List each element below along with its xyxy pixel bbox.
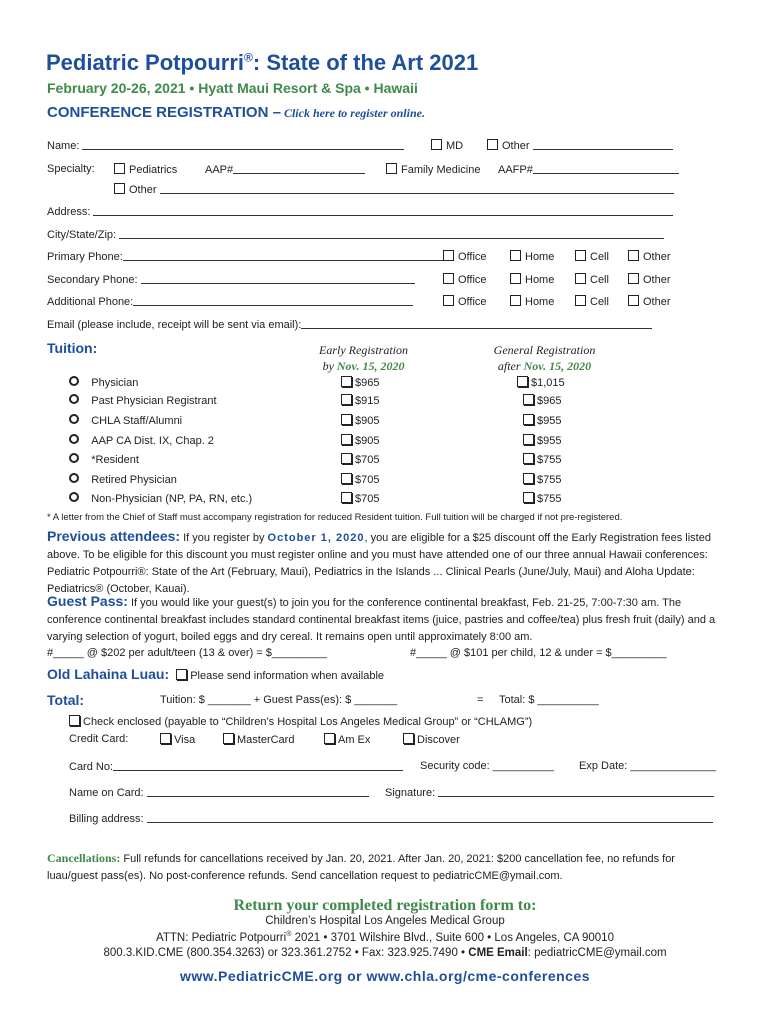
secondary-other-checkbox[interactable]: Other xyxy=(628,273,671,286)
grand-total-line[interactable]: Total: $ __________ xyxy=(499,694,599,706)
luau-section: Old Lahaina Luau: Please send information when available xyxy=(47,666,385,682)
early-price-checkbox[interactable]: $705 xyxy=(341,492,379,505)
primary-office-checkbox[interactable]: Office xyxy=(443,250,487,263)
signature-field[interactable]: Signature: xyxy=(385,786,714,799)
return-phone: 800.3.KID.CME (800.354.3263) or 323.361.2752 • Fax: 323.925.7490 • CME Email: pediatricCME@ymail.com xyxy=(103,947,667,959)
degree-other-field[interactable] xyxy=(533,139,673,150)
secondary-office-checkbox[interactable]: Office xyxy=(443,273,487,286)
specialty-other-checkbox[interactable]: Other xyxy=(114,183,674,196)
amex-checkbox[interactable]: Am Ex xyxy=(324,733,370,746)
previous-attendees-section: Previous attendees: If you register by October 1, 2020, you are eligible for a $25 discount off the Early Registration fees listed above. To be eligible for this discount you must register online and you must have attended one of our three annual Hawaii conferences: Pediatric Potpourri®: State of the Art (February, Maui), Pediatrics in the Islands ... Clinical Pearls (June/July, Maui) and Aloha Update: Pediatrics® (October, Kauai). xyxy=(47,528,711,595)
name-field[interactable] xyxy=(82,139,404,150)
equals-sign: = xyxy=(477,694,484,706)
early-registration-header: Early Registration by Nov. 15, 2020 xyxy=(319,343,408,373)
secondary-home-checkbox[interactable]: Home xyxy=(510,273,554,286)
primary-home-checkbox[interactable]: Home xyxy=(510,250,554,263)
general-price-checkbox[interactable]: $755 xyxy=(523,492,561,505)
page-title: Pediatric Potpourri®: State of the Art 2021 xyxy=(46,50,479,75)
general-price-checkbox[interactable]: $965 xyxy=(523,394,561,407)
return-heading: Return your completed registration form to: xyxy=(233,897,537,914)
aafp-field[interactable]: AAFP# xyxy=(498,163,679,176)
security-code-field[interactable]: Security code: __________ xyxy=(420,760,554,772)
websites-link[interactable]: www.PediatricCME.org or www.chla.org/cme-conferences xyxy=(179,968,591,984)
early-price-checkbox[interactable]: $965 xyxy=(341,376,379,389)
primary-cell-checkbox[interactable]: Cell xyxy=(575,250,609,263)
early-price-checkbox[interactable]: $705 xyxy=(341,473,379,486)
additional-home-checkbox[interactable]: Home xyxy=(510,295,554,308)
general-price-checkbox[interactable]: $955 xyxy=(523,434,561,447)
aap-field[interactable]: AAP# xyxy=(205,163,365,176)
total-heading: Total: xyxy=(47,692,85,708)
tuition-row[interactable]: Non-Physician (NP, PA, RN, etc.) xyxy=(69,492,252,505)
secondary-cell-checkbox[interactable]: Cell xyxy=(575,273,609,286)
register-online-link[interactable]: Click here to register online. xyxy=(283,106,425,120)
card-number-field[interactable]: Card No: xyxy=(69,760,403,773)
credit-card-label: Credit Card: xyxy=(69,733,129,745)
early-price-checkbox[interactable]: $905 xyxy=(341,434,379,447)
city-row[interactable]: City/State/Zip: xyxy=(47,228,664,241)
tuition-row[interactable]: Physician xyxy=(69,376,138,389)
guest-adult-line[interactable]: #_____ @ $202 per adult/teen (13 & over) = $_________ xyxy=(47,647,327,659)
tuition-row[interactable]: CHLA Staff/Alumni xyxy=(69,414,182,427)
name-row: Name: xyxy=(47,139,404,152)
billing-address-field[interactable]: Billing address: xyxy=(69,812,713,825)
degree-other-checkbox[interactable]: Other xyxy=(487,139,673,152)
general-price-checkbox[interactable]: $755 xyxy=(523,453,561,466)
cancellations-section: Cancellations: Full refunds for cancellations received by Jan. 20, 2021. After Jan. 20, 2021: $200 cancellation fee, no refunds for luau/guest pass(es). No post-conference refunds. Send cancellation request to pediatricCME@ymail.com. xyxy=(47,851,675,882)
tuition-heading: Tuition: xyxy=(47,340,98,356)
check-enclosed-checkbox[interactable]: Check enclosed (payable to “Children’s Hospital Los Angeles Medical Group” or “CHLAMG”) xyxy=(69,715,532,728)
general-price-checkbox[interactable]: $755 xyxy=(523,473,561,486)
discover-checkbox[interactable]: Discover xyxy=(403,733,460,746)
additional-office-checkbox[interactable]: Office xyxy=(443,295,487,308)
additional-cell-checkbox[interactable]: Cell xyxy=(575,295,609,308)
general-price-checkbox[interactable]: $1,015 xyxy=(517,376,565,389)
luau-info-checkbox[interactable] xyxy=(176,669,187,680)
return-org: Children’s Hospital Los Angeles Medical Group xyxy=(265,915,505,927)
md-checkbox[interactable]: MD xyxy=(431,139,463,152)
general-price-checkbox[interactable]: $955 xyxy=(523,414,561,427)
pediatrics-checkbox[interactable]: Pediatrics xyxy=(114,163,177,176)
family-medicine-checkbox[interactable]: Family Medicine xyxy=(386,163,480,176)
registration-heading: CONFERENCE REGISTRATION – Click here to register online. xyxy=(47,104,425,121)
return-address: ATTN: Pediatric Potpourri® 2021 • 3701 Wilshire Blvd., Suite 600 • Los Angeles, CA 90010 xyxy=(156,931,614,944)
early-price-checkbox[interactable]: $705 xyxy=(341,453,379,466)
tuition-total-line[interactable]: Tuition: $ _______ + Guest Pass(es): $ _______ xyxy=(160,694,398,706)
name-on-card-field[interactable]: Name on Card: xyxy=(69,786,369,799)
tuition-row[interactable]: Past Physician Registrant xyxy=(69,394,217,407)
cme-email-link[interactable]: : pediatricCME@ymail.com xyxy=(527,947,667,959)
guest-child-line[interactable]: #_____ @ $101 per child, 12 & under = $_________ xyxy=(410,647,667,659)
early-price-checkbox[interactable]: $905 xyxy=(341,414,379,427)
mastercard-checkbox[interactable]: MasterCard xyxy=(223,733,294,746)
additional-other-checkbox[interactable]: Other xyxy=(628,295,671,308)
email-row[interactable]: Email (please include, receipt will be sent via email): xyxy=(47,318,652,331)
exp-date-field[interactable]: Exp Date: ______________ xyxy=(579,760,717,772)
early-price-checkbox[interactable]: $915 xyxy=(341,394,379,407)
specialty-label: Specialty: xyxy=(47,163,95,175)
tuition-row[interactable]: AAP CA Dist. IX, Chap. 2 xyxy=(69,434,214,447)
address-row[interactable]: Address: xyxy=(47,205,673,218)
primary-other-checkbox[interactable]: Other xyxy=(628,250,671,263)
general-registration-header: General Registration after Nov. 15, 2020 xyxy=(493,343,596,373)
tuition-row[interactable]: *Resident xyxy=(69,453,139,466)
guest-pass-section: Guest Pass: If you would like your guest(s) to join you for the conference continental breakfast, Feb. 21-25, 7:00-7:30 am. The conference continental breakfast includes standard continental breakfast items (juice, pastries and coffee/tea) plus fresh fruit (daily) and a varying selection of yogurt, boiled eggs and dry cereal. It remains open until approximately 8:00 am. xyxy=(47,593,716,643)
primary-phone-row[interactable]: Primary Phone: xyxy=(47,250,446,263)
secondary-phone-row[interactable]: Secondary Phone: xyxy=(47,273,415,286)
visa-checkbox[interactable]: Visa xyxy=(160,733,195,746)
additional-phone-row[interactable]: Additional Phone: xyxy=(47,295,413,308)
resident-footnote: * A letter from the Chief of Staff must accompany registration for reduced Resident tuition. Full tuition will be charged if not pre-registered. xyxy=(47,512,623,523)
tuition-row[interactable]: Retired Physician xyxy=(69,473,177,486)
event-subtitle: February 20-26, 2021 • Hyatt Maui Resort & Spa • Hawaii xyxy=(47,80,418,96)
